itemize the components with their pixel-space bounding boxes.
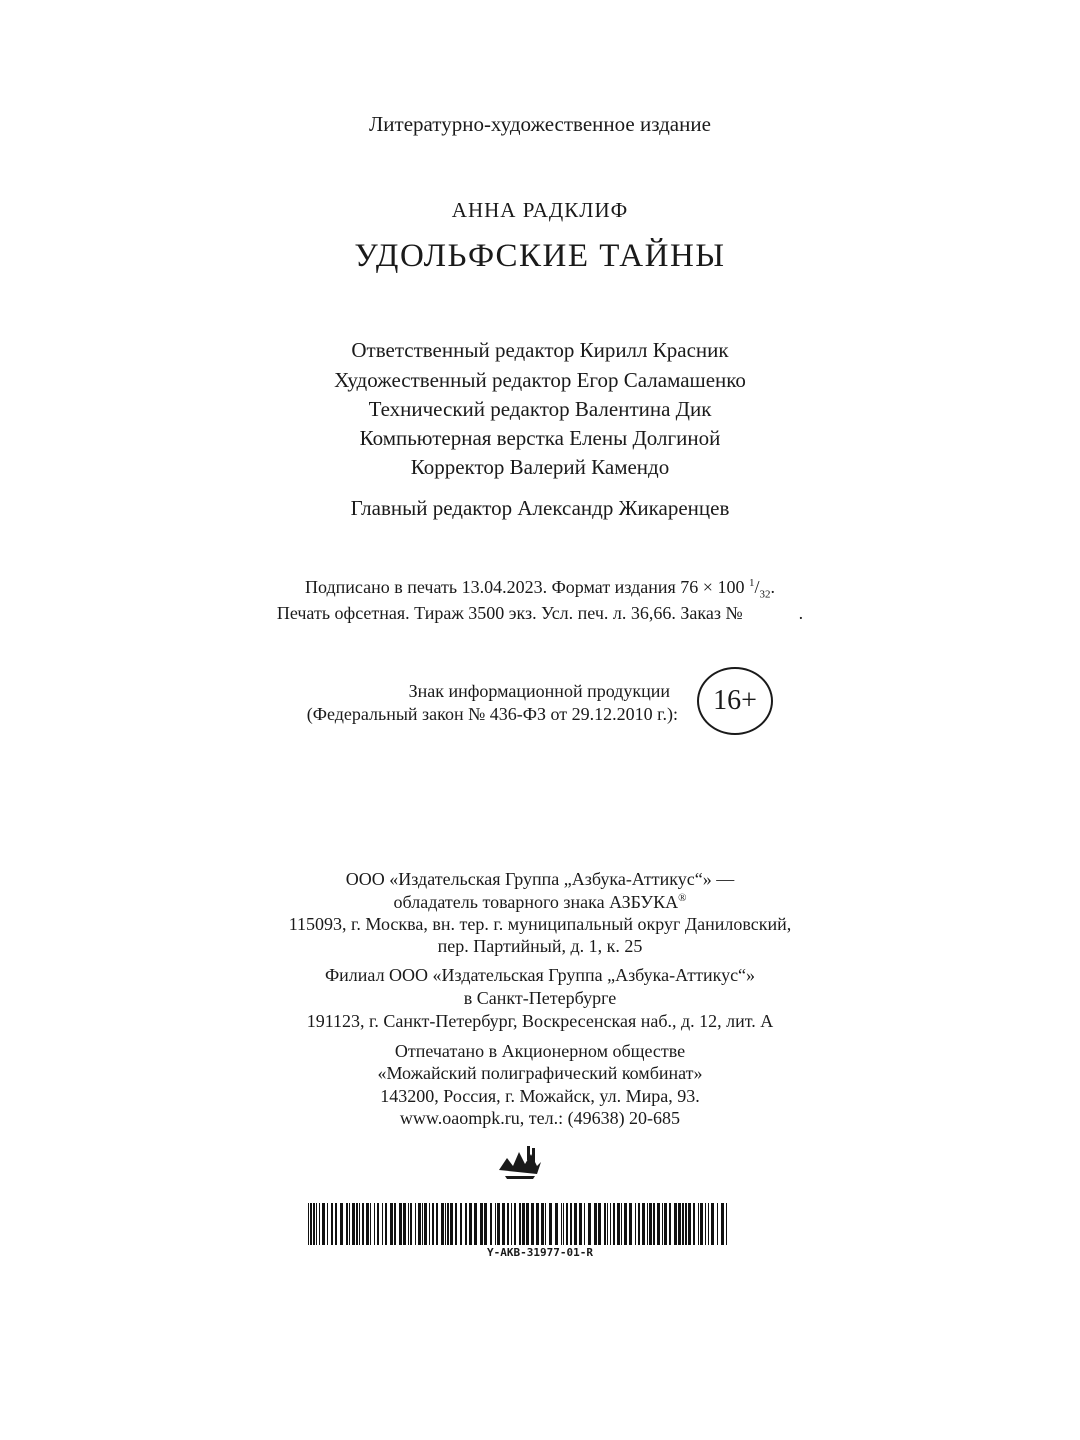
age-rating-value: 16+ xyxy=(713,685,757,716)
barcode-bar xyxy=(327,1203,328,1245)
barcode-bar xyxy=(399,1203,402,1245)
age-label-line1: Знак информационной продукции xyxy=(408,681,670,701)
barcode-bar xyxy=(346,1203,348,1245)
credit-line: Технический редактор Валентина Дик xyxy=(368,397,712,421)
barcode-bar xyxy=(308,1203,309,1245)
printer-line: 143200, Россия, г. Можайск, ул. Мира, 93. xyxy=(380,1086,700,1106)
barcode-bar xyxy=(717,1203,718,1245)
print-info-text: Подписано в печать 13.04.2023. Формат издания 76 × 100 xyxy=(305,577,745,597)
barcode-bar xyxy=(647,1203,648,1245)
barcode-bar xyxy=(374,1203,375,1245)
barcode-bar xyxy=(657,1203,660,1245)
barcode-bar xyxy=(678,1203,681,1245)
credit-line: Компьютерная верстка Елены Долгиной xyxy=(359,426,721,450)
barcode-bar xyxy=(624,1203,627,1245)
barcode-bar xyxy=(390,1203,393,1245)
barcode-bar xyxy=(711,1203,714,1245)
barcode-bar xyxy=(642,1203,645,1245)
barcode-bar xyxy=(682,1203,684,1245)
barcode-bar xyxy=(480,1203,483,1245)
print-info-line2 xyxy=(0,603,1080,624)
barcode-bar xyxy=(721,1203,724,1245)
barcode-bar xyxy=(514,1203,516,1245)
barcode-bar xyxy=(649,1203,652,1245)
barcode-bar xyxy=(563,1203,564,1245)
book-title: УДОЛЬФСКИЕ ТАЙНЫ xyxy=(354,238,726,274)
barcode-bar xyxy=(469,1203,472,1245)
barcode-bar xyxy=(613,1203,615,1245)
barcode-code: Y-AKB-31977-01-R xyxy=(487,1246,593,1259)
barcode-bar xyxy=(688,1203,691,1245)
barcode-bar xyxy=(594,1203,597,1245)
barcode-bar xyxy=(484,1203,487,1245)
barcode-bar xyxy=(424,1203,427,1245)
barcode-bar xyxy=(507,1203,509,1245)
publisher-line: ООО «Издательская Группа „Азбука-Аттикус“» — xyxy=(345,869,735,889)
barcode-bar xyxy=(340,1203,343,1245)
branch-line: 191123, г. Санкт-Петербург, Воскресенская наб., д. 12, лит. А xyxy=(306,1011,774,1031)
barcode-bar xyxy=(422,1203,423,1245)
credit-line: Корректор Валерий Камендо xyxy=(410,455,670,479)
barcode-bar xyxy=(522,1203,525,1245)
barcode-bar xyxy=(455,1203,457,1245)
barcode-bar xyxy=(322,1203,325,1245)
barcode-bar xyxy=(460,1203,462,1245)
barcode-bar xyxy=(531,1203,534,1245)
format-fraction-numerator: 1 xyxy=(748,577,755,589)
barcode-bar xyxy=(310,1203,312,1245)
barcode-bar xyxy=(519,1203,521,1245)
branch-line: Филиал ООО «Издательская Группа „Азбука-Аттикус“» xyxy=(324,965,756,985)
barcode-bar xyxy=(331,1203,333,1245)
barcode-bar xyxy=(570,1203,572,1245)
printer-line: www.oaompk.ru, тел.: (49638) 20-685 xyxy=(399,1108,681,1128)
publisher-line: пер. Партийный, д. 1, к. 25 xyxy=(437,936,643,956)
barcode-bar xyxy=(607,1203,608,1245)
publisher-line xyxy=(0,892,1080,913)
age-label-line2: (Федеральный закон № 436-ФЗ от 29.12.2010 г.): xyxy=(306,704,678,724)
branch-line: в Санкт-Петербурге xyxy=(463,988,617,1008)
print-info-line1: Подписано в печать 13.04.2023. Формат издания 76 × 100 $^1/_{32}$. xyxy=(305,577,775,601)
barcode-bar xyxy=(490,1203,492,1245)
barcode-bar xyxy=(495,1203,496,1245)
barcode-bar xyxy=(410,1203,412,1245)
barcode-bar xyxy=(415,1203,416,1245)
barcode-bar xyxy=(418,1203,421,1245)
barcode-bar xyxy=(429,1203,430,1245)
barcode-bar xyxy=(698,1203,699,1245)
barcode-bar xyxy=(598,1203,601,1245)
barcode-bar xyxy=(579,1203,582,1245)
barcode-bar xyxy=(629,1203,632,1245)
barcode-bar xyxy=(617,1203,620,1245)
chief-editor: Главный редактор Александр Жикаренцев xyxy=(350,496,730,520)
barcode-bar xyxy=(511,1203,512,1245)
barcode-bar xyxy=(574,1203,577,1245)
barcode-bar xyxy=(362,1203,364,1245)
publisher-trademark-text: обладатель товарного знака АЗБУКА xyxy=(393,892,679,912)
barcode-bar xyxy=(549,1203,552,1245)
barcode-bar xyxy=(370,1203,371,1245)
credit-line: Художественный редактор Егор Саламашенко xyxy=(334,368,746,392)
barcode-bar xyxy=(377,1203,379,1245)
barcode-bar xyxy=(445,1203,446,1245)
barcode-bar xyxy=(447,1203,449,1245)
barcode-bar xyxy=(545,1203,546,1245)
barcode-bar xyxy=(441,1203,444,1245)
barcode-bar xyxy=(708,1203,709,1245)
printer-line: «Можайский полиграфический комбинат» xyxy=(377,1063,703,1083)
barcode-bar xyxy=(408,1203,409,1245)
barcode-bar xyxy=(316,1203,317,1245)
barcode-bar xyxy=(436,1203,438,1245)
age-rating-badge xyxy=(697,667,773,735)
barcode-bar xyxy=(621,1203,622,1245)
barcode-bar xyxy=(674,1203,677,1245)
print-info-text: Печать офсетная. Тираж 3500 экз. Усл. печ. л. 36,66. Заказ № xyxy=(276,603,743,623)
barcode-bar xyxy=(450,1203,453,1245)
format-fraction-denominator: 32 xyxy=(759,588,771,601)
barcode-bar xyxy=(359,1203,360,1245)
barcode-bar xyxy=(561,1203,562,1245)
barcode-bar xyxy=(497,1203,500,1245)
barcode-bar xyxy=(403,1203,406,1245)
barcode-bar xyxy=(385,1203,387,1245)
barcode-bar xyxy=(653,1203,655,1245)
barcode-bar xyxy=(394,1203,396,1245)
barcode-bar xyxy=(319,1203,320,1245)
genre-label: Литературно-художественное издание xyxy=(369,112,711,136)
barcode-bar xyxy=(526,1203,529,1245)
credit-line: Ответственный редактор Кирилл Красник xyxy=(351,338,729,362)
barcode-bar xyxy=(566,1203,568,1245)
barcode-bar xyxy=(584,1203,585,1245)
barcode-bar xyxy=(313,1203,315,1245)
barcode-bar xyxy=(693,1203,695,1245)
printer-line: Отпечатано в Акционерном обществе xyxy=(394,1041,686,1061)
barcode-bar xyxy=(366,1203,369,1245)
registered-mark: ® xyxy=(678,892,687,904)
print-info-end: . xyxy=(798,603,804,623)
barcode-bar xyxy=(349,1203,350,1245)
barcode-bar xyxy=(669,1203,671,1245)
barcode-bar xyxy=(352,1203,355,1245)
barcode-bar xyxy=(700,1203,703,1245)
barcode-bar xyxy=(664,1203,667,1245)
barcode-bar xyxy=(474,1203,477,1245)
barcode-bar xyxy=(356,1203,358,1245)
publisher-line: 115093, г. Москва, вн. тер. г. муниципальный округ Даниловский, xyxy=(288,914,792,934)
barcode-bar xyxy=(335,1203,337,1245)
barcode-bar xyxy=(635,1203,636,1245)
barcode-icon xyxy=(308,1203,732,1245)
barcode-bar xyxy=(726,1203,727,1245)
barcode-bar xyxy=(662,1203,663,1245)
barcode-bar xyxy=(604,1203,606,1245)
barcode-bar xyxy=(382,1203,383,1245)
author-name: АННА РАДКЛИФ xyxy=(451,198,629,222)
barcode-bar xyxy=(685,1203,687,1245)
barcode-bar xyxy=(638,1203,640,1245)
barcode-bar xyxy=(432,1203,434,1245)
barcode-bar xyxy=(502,1203,505,1245)
barcode-bar xyxy=(705,1203,706,1245)
barcode-bar xyxy=(610,1203,611,1245)
barcode-bar xyxy=(541,1203,544,1245)
publisher-crown-logo-icon xyxy=(497,1140,543,1180)
barcode-bar xyxy=(555,1203,558,1245)
barcode-bar xyxy=(465,1203,467,1245)
barcode-bar xyxy=(588,1203,591,1245)
barcode-bar xyxy=(536,1203,539,1245)
